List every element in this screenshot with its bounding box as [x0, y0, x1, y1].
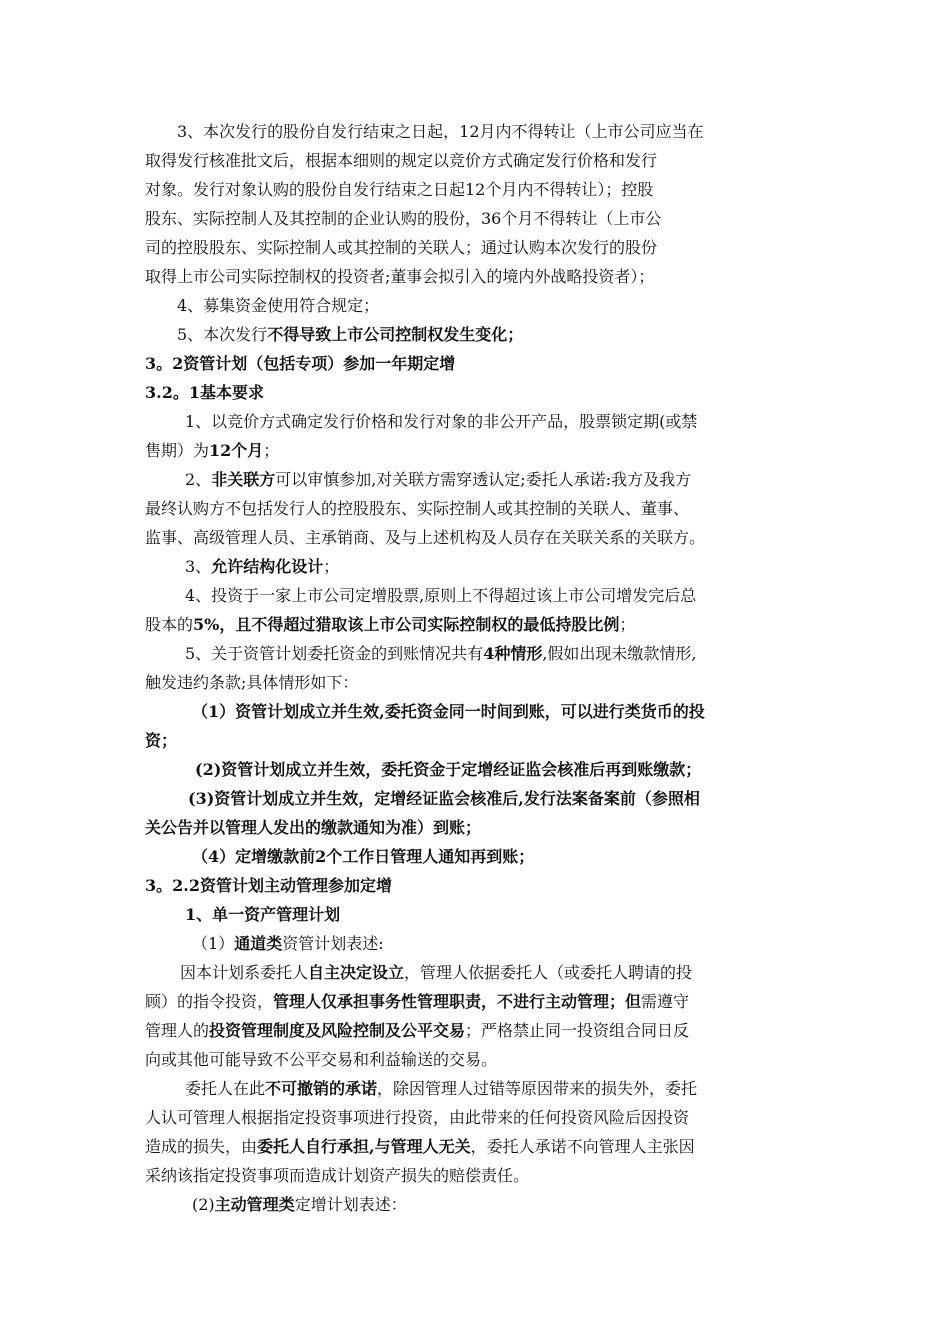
- text-line: 触发违约条款;具体情形如下：: [145, 673, 359, 692]
- subsection-heading: 3.2。1基本要求: [145, 383, 264, 402]
- text-line: 采纳该指定投资事项而造成计划资产损失的赔偿责任。: [145, 1166, 530, 1185]
- text-line: 4、投资于一家上市公司定增股票,原则上不得超过该上市公司增发完后总: [185, 586, 697, 605]
- text-line: 股东、实际控制人及其控制的企业认购的股份，36个月不得转让（上市公: [145, 209, 662, 228]
- text-line: 2、非关联方可以审慎参加,对关联方需穿透认定;委托人承诺:我方及我方: [185, 470, 692, 489]
- text-line: 1、以竞价方式确定发行价格和发行对象的非公开产品，股票锁定期(或禁: [185, 412, 698, 431]
- text-line: 4、募集资金使用符合规定；: [177, 296, 380, 315]
- text-line: 顾）的指令投资，管理人仅承担事务性管理职责，不进行主动管理；但需遵守: [145, 992, 690, 1011]
- text-line: （4）定增缴款前2个工作日管理人通知再到账；: [192, 847, 535, 866]
- text-line: 5、关于资管计划委托资金的到账情况共有4种情形,假如出现未缴款情形,: [185, 644, 697, 663]
- section-heading: 3。2资管计划（包括专项）参加一年期定增: [145, 354, 456, 373]
- text-line: （1）通道类资管计划表述:: [192, 934, 384, 953]
- text-line: 3、允许结构化设计；: [185, 557, 340, 576]
- text-line: 关公告并以管理人发出的缴款通知为准）到账；: [145, 818, 482, 837]
- text-line: 因本计划系委托人自主决定设立，管理人依据委托人（或委托人聘请的投: [180, 963, 693, 982]
- text-line: 股本的5%，且不得超过猎取该上市公司实际控制权的最低持股比例；: [145, 615, 636, 634]
- text-line: (2)资管计划成立并生效，委托资金于定增经证监会核准后再到账缴款；: [195, 760, 702, 779]
- text-line: (3)资管计划成立并生效，定增经证监会核准后,发行法案备案前（参照相: [188, 789, 700, 808]
- text-line: (2)主动管理类定增计划表述：: [192, 1195, 407, 1214]
- text-line: 人认可管理人根据指定投资事项进行投资，由此带来的任何投资风险后因投资: [145, 1108, 690, 1127]
- text-line: 管理人的投资管理制度及风险控制及公平交易；严格禁止同一投资组合同日反: [145, 1021, 690, 1040]
- text-line: 5、本次发行不得导致上市公司控制权发生变化；: [177, 325, 524, 344]
- text-line: 司的控股股东、实际控制人或其控制的关联人；通过认购本次发行的股份: [145, 238, 658, 257]
- text-line: 最终认购方不包括发行人的控股股东、实际控制人或其控制的关联人、董事、: [145, 499, 690, 518]
- text-line: 1、单一资产管理计划: [185, 905, 341, 924]
- text-line: 取得上市公司实际控制权的投资者;董事会拟引入的境内外战略投资者）；: [145, 267, 655, 286]
- text-line: 售期）为12个月；: [145, 441, 280, 460]
- text-line: 监事、高级管理人员、主承销商、及与上述机构及人员存在关联关系的关联方。: [145, 528, 706, 547]
- subsection-heading: 3。2.2资管计划主动管理参加定增: [145, 876, 392, 895]
- text-line: 取得发行核准批文后，根据本细则的规定以竞价方式确定发行价格和发行: [145, 151, 658, 170]
- text-line: （1）资管计划成立并生效,委托资金同一时间到账，可以进行类货币的投: [192, 702, 705, 721]
- text-line: 资；: [145, 731, 178, 750]
- text-line: 3、本次发行的股份自发行结束之日起，12月内不得转让（上市公司应当在: [177, 122, 704, 141]
- text-line: 造成的损失，由委托人自行承担,与管理人无关，委托人承诺不向管理人主张因: [145, 1137, 695, 1156]
- text-line: 委托人在此不可撤销的承诺，除因管理人过错等原因带来的损失外，委托: [185, 1079, 698, 1098]
- text-line: 向或其他可能导致不公平交易和利益输送的交易。: [145, 1050, 498, 1069]
- text-line: 对象。发行对象认购的股份自发行结束之日起12个月内不得转让）；控股: [145, 180, 654, 199]
